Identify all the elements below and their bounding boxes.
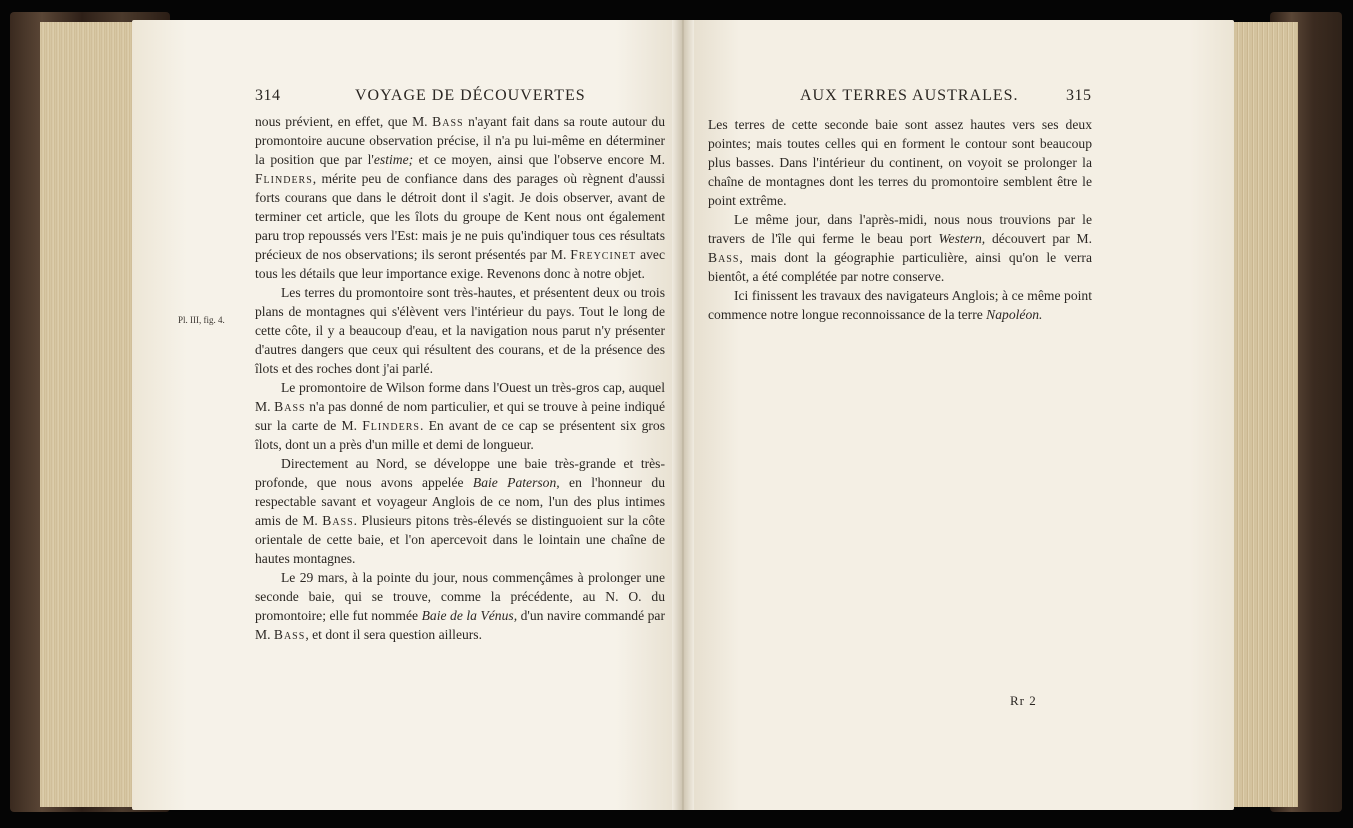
text-run: Le même jour, dans l'après-midi, nous nous trouvions par le travers de l'île qui ferme le beau port bbox=[708, 212, 1092, 246]
text-run: estime; bbox=[373, 152, 414, 167]
text-run: Le 29 mars, à la pointe du jour, nous commençâmes à prolonger une seconde baie, qui se trouve, comme la précédente, au N. O. du promontoire; elle fut nommée bbox=[255, 570, 665, 623]
text-run: . Plusieurs pitons très-élevés se distinguoient sur la côte orientale de cette baie, et l'on apercevoit dans le lointain une chaîne de hautes montagnes. bbox=[255, 513, 665, 566]
page-edges-right bbox=[1228, 22, 1298, 807]
paragraph bbox=[255, 112, 665, 283]
text-run: , mérite peu de confiance dans des parages où règnent d'aussi forts courans que dans le détroit dont il s'agit. Je dois observer, avant de terminer cet article, que les îlots du groupe de Kent nous ont également paru trop repoussés vers l'Est: mais je ne puis qu'indiquer tous ces résultats précieux de nos observations; ils seront présentés par M. bbox=[255, 171, 665, 262]
paragraph bbox=[708, 210, 1092, 286]
text-run: , mais dont la géographie particulière, ainsi qu'on le verra bientôt, a été complétée par notre conserve. bbox=[708, 250, 1092, 284]
margin-note: Pl. III, fig. 4. bbox=[178, 315, 225, 325]
right-page-number: 315 bbox=[1066, 87, 1092, 104]
left-page-number: 314 bbox=[255, 87, 281, 104]
text-run: Napoléon. bbox=[986, 307, 1043, 322]
paragraph bbox=[255, 378, 665, 454]
page-edges-left bbox=[40, 22, 135, 807]
text-run: Directement au Nord, se développe une baie très-grande et très-profonde, que nous avons appelée bbox=[255, 456, 665, 490]
text-run: Bass bbox=[274, 399, 306, 414]
text-run: Baie de la Vénus, bbox=[421, 608, 518, 623]
text-run: découvert par M. bbox=[985, 231, 1093, 246]
paragraph bbox=[255, 568, 665, 644]
text-run: Ici finissent les travaux des navigateurs Anglois; à ce même point commence notre longue reconnoissance de la terre bbox=[708, 288, 1092, 322]
text-run: Bass bbox=[273, 627, 306, 642]
signature-mark: Rr 2 bbox=[1010, 693, 1037, 708]
text-run: . En avant de ce cap se présentent six gros îlots, dont un a près d'un mille et demi de longueur. bbox=[255, 418, 666, 452]
text-run: , et dont il sera question ailleurs. bbox=[305, 627, 482, 642]
text-run: Bass bbox=[708, 250, 740, 265]
right-running-head: AUX TERRES AUSTRALES. bbox=[800, 87, 1019, 104]
text-run: Baie Paterson, bbox=[472, 475, 560, 490]
paragraph bbox=[708, 286, 1092, 324]
text-run: Bass bbox=[322, 513, 354, 528]
text-run: Les terres de cette seconde baie sont assez hautes vers ses deux pointes; mais toutes celles qui en forment le contour sont beaucoup plus basses. Dans l'intérieur du continent, on voyoit se prolonger la chaîne de montagnes dont les terres du promontoire semblent être le point extrême. bbox=[708, 117, 1092, 208]
right-page-body bbox=[708, 115, 1092, 324]
text-run: Flinders bbox=[255, 171, 313, 186]
text-run: Western, bbox=[938, 231, 986, 246]
paragraph bbox=[255, 283, 665, 378]
text-run: d'un navire commandé par M. bbox=[255, 608, 665, 642]
text-run: Le promontoire de Wilson forme dans l'Ouest un très-gros cap, auquel M. bbox=[255, 380, 665, 414]
text-run: Bass bbox=[432, 114, 464, 129]
text-run: n'a pas donné de nom particulier, et qui se trouve à peine indiqué sur la carte de M. bbox=[255, 399, 665, 433]
text-run: nous prévient, en effet, que M. bbox=[255, 114, 433, 129]
paragraph bbox=[255, 454, 665, 568]
paragraph bbox=[708, 115, 1092, 210]
left-running-head: VOYAGE DE DÉCOUVERTES bbox=[355, 87, 586, 104]
book-gutter bbox=[672, 20, 694, 810]
text-run: avec tous les détails que leur importance exige. Revenons donc à notre objet. bbox=[255, 247, 665, 281]
text-run: Freycinet bbox=[570, 247, 637, 262]
text-run: n'ayant fait dans sa route autour du promontoire aucune observation précise, il n'a pu lui-même en déterminer la position que par l' bbox=[255, 114, 665, 167]
text-run: et ce moyen, ainsi que l'observe encore M. bbox=[413, 152, 665, 167]
text-run: Flinders bbox=[362, 418, 420, 433]
text-run: en l'honneur du respectable savant et voyageur Anglois de ce nom, l'un des plus intimes amis de M. bbox=[255, 475, 665, 528]
left-page-body bbox=[255, 112, 665, 644]
text-run: Les terres du promontoire sont très-hautes, et présentent deux ou trois plans de montagnes qui s'élèvent vers l'intérieur du pays. Tout le long de cette côte, il y a beaucoup d'eau, et la navigation nous parut n'y présenter d'autres dangers que ceux qui résultent des courans, et de la présence des îlots et des roches dont j'ai parlé. bbox=[255, 285, 665, 376]
